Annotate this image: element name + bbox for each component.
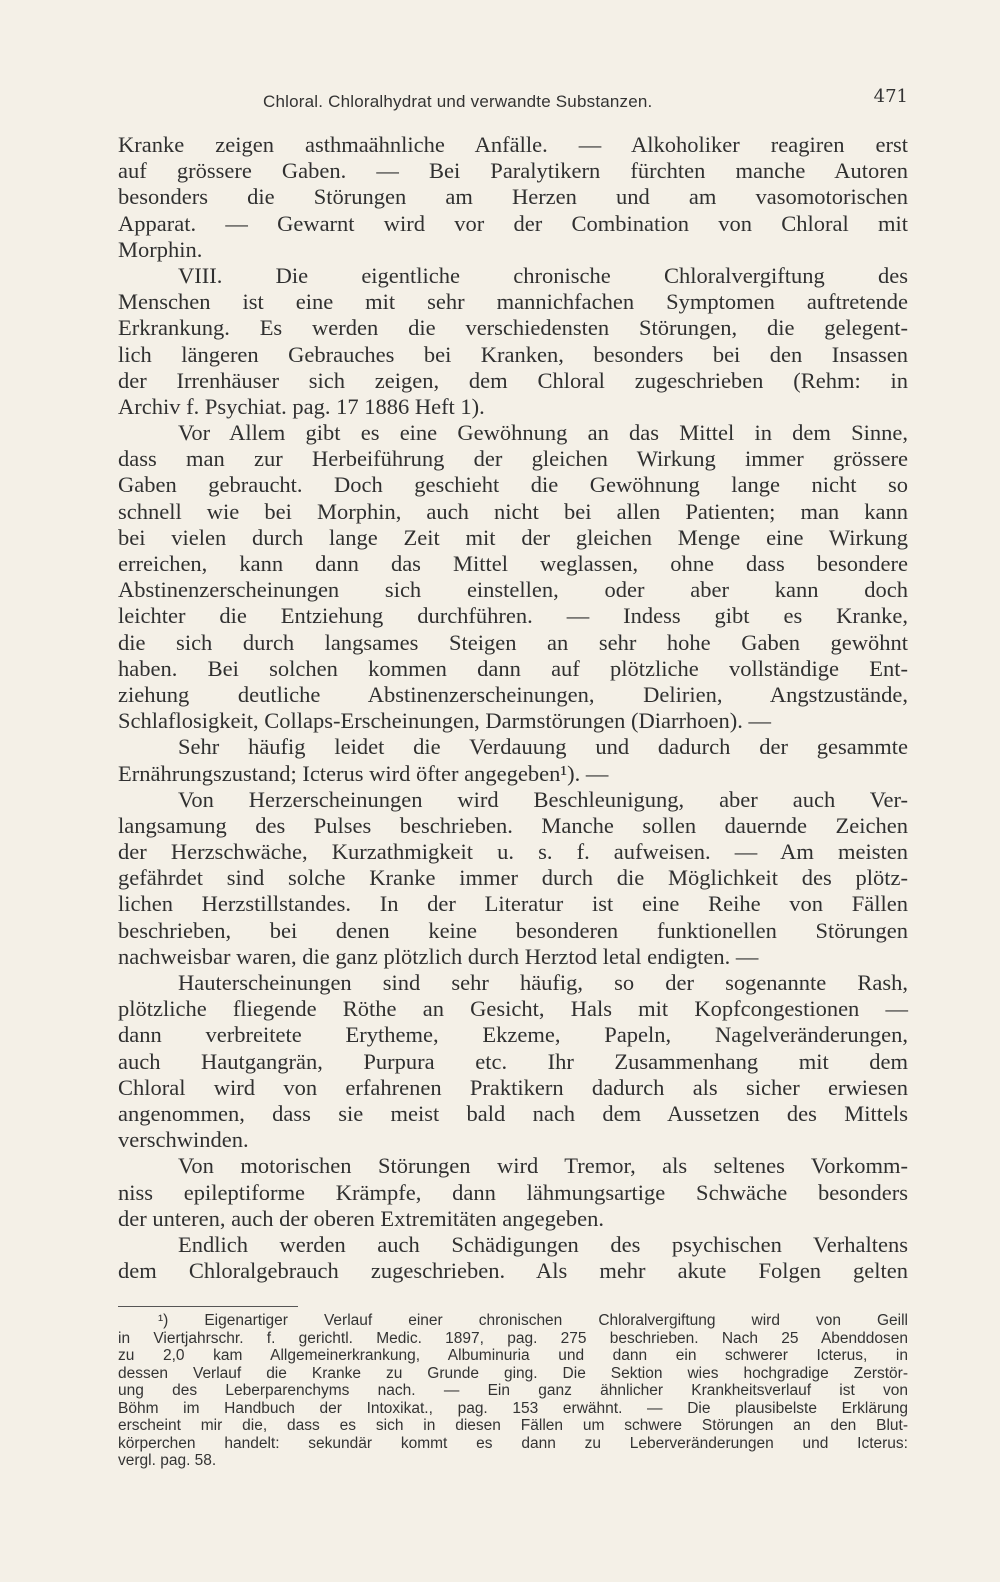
text-line: haben. Bei solchen kommen dann auf plötzliche vollständige Ent- <box>118 655 908 681</box>
text-line: der Herzschwäche, Kurzathmigkeit u. s. f. aufweisen. — Am meisten <box>118 839 908 865</box>
text-line: dem Chloralgebrauch zugeschrieben. Als mehr akute Folgen gelten <box>118 1258 908 1284</box>
text-line: nachweisbar waren, die ganz plötzlich durch Herztod letal endigten. — <box>118 943 759 969</box>
paragraph-start-line: Vor Allem gibt es eine Gewöhnung an das Mittel in dem Sinne, <box>178 420 908 446</box>
text-line: lichen Herzstillstandes. In der Literatur ist eine Reihe von Fällen <box>118 891 908 917</box>
text-line: bei vielen durch lange Zeit mit der gleichen Menge eine Wirkung <box>118 524 908 550</box>
text-line: langsamung des Pulses beschrieben. Manche sollen dauernde Zeichen <box>118 812 908 838</box>
footnote-line: dessen Verlauf die Kranke zu Grunde ging. Die Sektion wies hochgradige Zerstör- <box>118 1364 908 1382</box>
text-line: Morphin. <box>118 236 203 262</box>
text-line: plötzliche fliegende Röthe an Gesicht, Hals mit Kopfcongestionen — <box>118 996 908 1022</box>
text-line: dann verbreitete Erytheme, Ekzeme, Papeln, Nagelveränderungen, <box>118 1022 908 1048</box>
footnote-line: vergl. pag. 58. <box>118 1452 217 1469</box>
text-line: Archiv f. Psychiat. pag. 17 1886 Heft 1). <box>118 393 485 419</box>
text-line: erreichen, kann dann das Mittel weglassen, ohne dass besondere <box>118 551 908 576</box>
text-line: Ernährungszustand; Icterus wird öfter angegeben¹). — <box>118 760 609 786</box>
text-line: Abstinenzerscheinungen sich einstellen, oder aber kann doch <box>118 577 908 603</box>
text-line: der Irrenhäuser sich zeigen, dem Chloral zugeschrieben (Rehm: in <box>118 367 908 393</box>
text-line: Chloral wird von erfahrenen Praktikern dadurch als sicher erwiesen <box>118 1074 908 1100</box>
text-line: leichter die Entziehung durchführen. — Indess gibt es Kranke, <box>118 603 908 629</box>
text-line: lich längeren Gebrauches bei Kranken, besonders bei den Insassen <box>118 341 908 367</box>
text-line: Kranke zeigen asthmaähnliche Anfälle. — Alkoholiker reagiren erst <box>118 132 908 157</box>
paragraph-start-line: Sehr häufig leidet die Verdauung und dadurch der gesammte <box>178 734 908 760</box>
footnote-line: körperchen handelt: sekundär kommt es dann zu Leberveränderungen und Icterus: <box>118 1434 908 1452</box>
text-line: niss epileptiforme Krämpfe, dann lähmungsartige Schwäche besonders <box>118 1179 908 1205</box>
paragraph-start-line: Endlich werden auch Schädigungen des psychischen Verhaltens <box>178 1231 908 1257</box>
text-line: die sich durch langsames Steigen an sehr hohe Gaben gewöhnt <box>118 629 908 655</box>
text-line: dass man zur Herbeiführung der gleichen Wirkung immer grössere <box>118 446 908 472</box>
text-line: Schlaflosigkeit, Collaps-Erscheinungen, Darmstörungen (Diarrhoen). — <box>118 708 771 734</box>
text-line: beschrieben, bei denen keine besonderen funktionellen Störungen <box>118 917 908 943</box>
text-line: angenommen, dass sie meist bald nach dem Aussetzen des Mittels <box>118 1100 908 1126</box>
footnote-line: ung des Leberparenchyms nach. — Ein ganz ähnlicher Krankheitsverlauf ist von <box>118 1382 908 1399</box>
footnotes <box>118 1312 908 1470</box>
text-line: Gaben gebraucht. Doch geschieht die Gewöhnung lange nicht so <box>118 472 908 498</box>
footnote-line: erscheint mir die, dass es sich in diesen Fällen um schwere Störungen an den Blut- <box>118 1417 908 1434</box>
text-line: Menschen ist eine mit sehr mannichfachen Symptomen auftretende <box>118 289 908 315</box>
text-line: Erkrankung. Es werden die verschiedensten Störungen, die gelegent- <box>118 315 908 341</box>
text-line: ziehung deutliche Abstinenzerscheinungen, Delirien, Angstzustände, <box>118 681 908 707</box>
text-line: besonders die Störungen am Herzen und am vasomotorischen <box>118 184 908 210</box>
footnote-line: Böhm im Handbuch der Intoxikat., pag. 153 erwähnt. — Die plausibelste Erklärung <box>118 1399 908 1417</box>
section-heading-line: VIII. Die eigentliche chronische Chloralvergiftung des <box>178 262 908 288</box>
text-line: verschwinden. <box>118 1127 249 1153</box>
text-line: der unteren, auch der oberen Extremitäten angegeben. <box>118 1205 605 1231</box>
page-header <box>118 86 908 116</box>
text-line: schnell wie bei Morphin, auch nicht bei allen Patienten; man kann <box>118 498 908 524</box>
text-line: gefährdet sind solche Kranke immer durch die Möglichkeit des plötz- <box>118 865 908 891</box>
text-line: auch Hautgangrän, Purpura etc. Ihr Zusammenhang mit dem <box>118 1048 908 1074</box>
page-number: 471 <box>873 86 908 107</box>
main-text <box>118 132 908 1284</box>
text-line: auf grössere Gaben. — Bei Paralytikern fürchten manche Autoren <box>118 158 908 184</box>
footnote-line: zu 2,0 kam Allgemeinerkrankung, Albuminuria und dann ein schwerer Icterus, in <box>118 1347 908 1364</box>
paragraph-start-line: Hauterscheinungen sind sehr häufig, so der sogenannte Rash, <box>178 970 908 995</box>
footnote-line: in Viertjahrschr. f. gerichtl. Medic. 1897, pag. 275 beschrieben. Nach 25 Abenddosen <box>118 1329 908 1347</box>
footnote-divider <box>118 1306 298 1307</box>
running-title: Chloral. Chloralhydrat und verwandte Substanzen. <box>263 92 653 111</box>
paragraph-start-line: Von Herzerscheinungen wird Beschleunigung, aber auch Ver- <box>178 786 908 812</box>
text-line: Apparat. — Gewarnt wird vor der Combination von Chloral mit <box>118 210 908 236</box>
paragraph-start-line: Von motorischen Störungen wird Tremor, als seltenes Vorkomm- <box>178 1153 908 1179</box>
footnote-line: ¹) Eigenartiger Verlauf einer chronischen Chloralvergiftung wird von Geill <box>158 1312 908 1329</box>
